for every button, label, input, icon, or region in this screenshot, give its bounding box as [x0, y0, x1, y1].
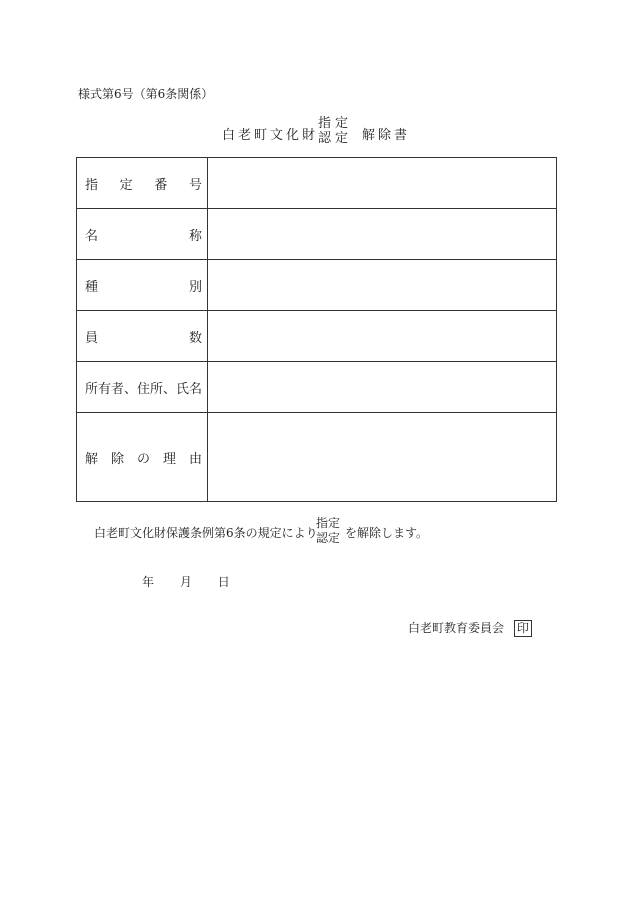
date-month: 月 — [179, 575, 192, 589]
field-value[interactable] — [208, 413, 557, 502]
field-label-char: 種 — [85, 279, 99, 295]
field-label-char: 別 — [189, 279, 203, 295]
field-label — [77, 362, 208, 413]
table-row — [77, 311, 557, 362]
field-label-char: 番 — [154, 177, 168, 193]
field-label-char: 解 — [85, 451, 99, 467]
statement-option-designation: 指定 — [316, 516, 341, 530]
field-value[interactable] — [208, 260, 557, 311]
field-label-char: 由 — [189, 451, 203, 467]
statement-option-certification: 認定 — [316, 531, 341, 545]
title-options — [318, 116, 352, 146]
field-label — [77, 209, 208, 260]
title-option-designation: 指定 — [318, 116, 353, 131]
table-row — [77, 362, 557, 413]
table-row — [77, 260, 557, 311]
field-label-char: 理 — [163, 451, 177, 467]
field-label-text — [85, 378, 202, 397]
form-number: 様式第6号（第6条関係） — [78, 87, 214, 101]
field-value[interactable] — [208, 158, 557, 209]
date-line — [142, 573, 252, 590]
statement-text: 白老町文化財保護条例第6条の規定により — [94, 526, 318, 540]
date-day: 日 — [217, 575, 230, 589]
field-label — [77, 260, 208, 311]
field-label-char: 号 — [188, 177, 202, 193]
table-row — [77, 158, 557, 209]
field-label-char: 定 — [119, 177, 133, 193]
field-label — [77, 311, 208, 362]
issuer — [408, 619, 532, 637]
field-value[interactable] — [208, 209, 557, 260]
field-value[interactable] — [208, 311, 557, 362]
field-label-char: 数 — [189, 330, 203, 346]
field-label-char: 員 — [85, 330, 99, 346]
field-label-char: 指 — [85, 177, 99, 193]
field-label-text — [85, 174, 202, 193]
statement-options — [316, 516, 340, 546]
table-row — [77, 413, 557, 502]
field-value[interactable] — [208, 362, 557, 413]
field-label — [77, 158, 208, 209]
date-year: 年 — [142, 575, 155, 589]
field-label — [77, 413, 208, 502]
table-row — [77, 209, 557, 260]
field-label-char: の — [137, 451, 151, 467]
document-title — [0, 116, 630, 148]
form-table — [76, 157, 557, 502]
field-label-char: 所有者、住所、氏名 — [85, 381, 203, 397]
statement-ending: を解除します。 — [345, 526, 429, 540]
field-label-char: 称 — [189, 228, 203, 244]
issuer-name: 白老町教育委員会 — [408, 621, 505, 635]
field-label-text — [85, 448, 202, 467]
title-suffix: 解除書 — [362, 128, 411, 143]
seal-box: 印 — [514, 620, 532, 637]
field-label-char: 除 — [111, 451, 125, 467]
field-label-text — [85, 327, 202, 346]
field-label-text — [85, 225, 202, 244]
field-label-text — [85, 276, 202, 295]
title-option-certification: 認定 — [318, 131, 353, 146]
field-label-char: 名 — [85, 228, 99, 244]
title-prefix: 白老町文化財 — [222, 128, 319, 143]
